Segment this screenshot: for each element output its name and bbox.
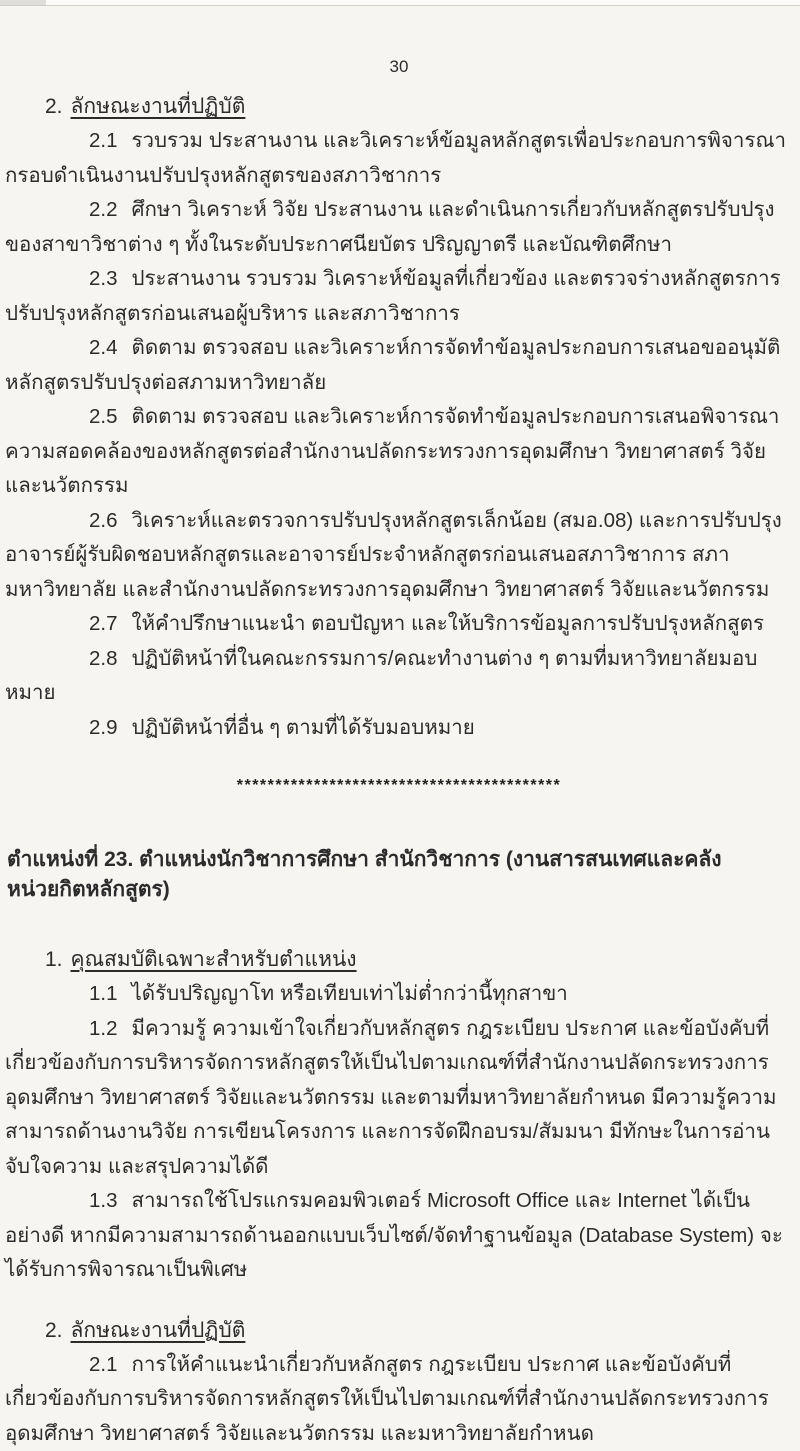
item-text: การให้คำแนะนำเกี่ยวกับหลักสูตร กฎระเบียบ ประกาศ และข้อบังคับที่เกี่ยวข้องกับการบริหารจัดการหลักสูตรให้เป็นไปตามเกณฑ์ที่สำนักงานปลัดกระทรวงการอุดมศึกษา วิทยาศาสตร์ วิจัยและนวัตกรรม และมหาวิทยาลัยกำหนด xyxy=(5,1353,769,1445)
item-text: มีความรู้ ความเข้าใจเกี่ยวกับหลักสูตร กฎระเบียบ ประกาศ และข้อบังคับที่เกี่ยวข้องกับการบริหารจัดการหลักสูตรให้เป็นไปตามเกณฑ์ที่สำนักงานปลัดกระทรวงการอุดมศึกษา วิทยาศาสตร์ วิจัยและนวัตกรรม และตามที่มหาวิทยาลัยกำหนด มีความรู้ความสามารถด้านงานวิจัย การเขียนโครงการ และการจัดฝึกอบรม/สัมมนา มีทักษะในการอ่านจับใจความ และสรุปความได้ดี xyxy=(5,1017,776,1178)
qualification-item xyxy=(5,977,793,1012)
qualification-item xyxy=(5,1012,793,1185)
item-number: 1.2 xyxy=(89,1017,118,1040)
asterisk-separator: ****************************************** xyxy=(5,775,793,797)
item-text: รวบรวม ประสานงาน และวิเคราะห์ข้อมูลหลักสูตรเพื่อประกอบการพิจารณากรอบดำเนินงานปรับปรุงหลักสูตรของสภาวิชาการ xyxy=(5,129,786,187)
duty-item xyxy=(5,607,793,642)
scan-corner-artifact xyxy=(0,0,46,6)
position-title: ตำแหน่งที่ 23. ตำแหน่งนักวิชาการศึกษา สำนักวิชาการ (งานสารสนเทศและคลังหน่วยกิตหลักสูตร) xyxy=(7,845,793,905)
duty-item xyxy=(5,504,793,608)
item-number: 2.5 xyxy=(89,405,118,428)
item-number: 2.6 xyxy=(89,509,118,532)
item-number: 1.3 xyxy=(89,1189,118,1212)
heading-number: 1. xyxy=(45,948,63,971)
duty-item xyxy=(5,642,793,711)
item-number: 2.3 xyxy=(89,267,118,290)
duties-section-heading xyxy=(5,90,793,124)
item-text: สามารถใช้โปรแกรมคอมพิวเตอร์ Microsoft Office และ Internet ได้เป็นอย่างดี หากมีความสามารถด้านออกแบบเว็บไซต์/จัดทำฐานข้อมูล (Database System) จะได้รับการพิจารณาเป็นพิเศษ xyxy=(5,1189,783,1281)
page-number: 30 xyxy=(5,56,793,78)
item-text: ติดตาม ตรวจสอบ และวิเคราะห์การจัดทำข้อมูลประกอบการเสนอพิจารณาความสอดคล้องของหลักสูตรต่อสำนักงานปลัดกระทรวงการอุดมศึกษา วิทยาศาสตร์ วิจัยและนวัตกรรม xyxy=(5,405,779,497)
item-number: 2.8 xyxy=(89,647,118,670)
heading-number: 2. xyxy=(45,1319,63,1342)
item-number: 2.4 xyxy=(89,336,118,359)
item-text: ให้คำปรึกษาแนะนำ ตอบปัญหา และให้บริการข้อมูลการปรับปรุงหลักสูตร xyxy=(132,612,765,635)
duty-item xyxy=(5,124,793,193)
item-number: 2.9 xyxy=(89,716,118,739)
item-number: 2.1 xyxy=(89,1353,118,1376)
duty-item xyxy=(5,1348,793,1451)
duty-item xyxy=(5,331,793,400)
heading-label: ลักษณะงานที่ปฏิบัติ xyxy=(71,1319,246,1342)
heading-label: ลักษณะงานที่ปฏิบัติ xyxy=(71,95,246,118)
heading-label: คุณสมบัติเฉพาะสำหรับตำแหน่ง xyxy=(71,948,357,971)
duty-item xyxy=(5,711,793,746)
item-number: 2.7 xyxy=(89,612,118,635)
duty-item xyxy=(5,262,793,331)
item-text: ศึกษา วิเคราะห์ วิจัย ประสานงาน และดำเนินการเกี่ยวกับหลักสูตรปรับปรุงของสาขาวิชาต่าง ๆ ทั้งในระดับประกาศนียบัตร ปริญญาตรี และบัณฑิตศึกษา xyxy=(5,198,775,256)
item-number: 2.2 xyxy=(89,198,118,221)
duty-item xyxy=(5,193,793,262)
qualifications-section-heading xyxy=(5,943,793,977)
item-text: ประสานงาน รวบรวม วิเคราะห์ข้อมูลที่เกี่ยวข้อง และตรวจร่างหลักสูตรการปรับปรุงหลักสูตรก่อนเสนอผู้บริหาร และสภาวิชาการ xyxy=(5,267,781,325)
scan-top-edge-artifact xyxy=(0,0,800,6)
qualification-item xyxy=(5,1184,793,1288)
item-text: วิเคราะห์และตรวจการปรับปรุงหลักสูตรเล็กน้อย (สมอ.08) และการปรับปรุงอาจารย์ผู้รับผิดชอบหลักสูตรและอาจารย์ประจำหลักสูตรก่อนเสนอสภาวิชาการ สภามหาวิทยาลัย และสำนักงานปลัดกระทรวงการอุดมศึกษา วิทยาศาสตร์ วิจัยและนวัตกรรม xyxy=(5,509,782,601)
duties2-section-heading xyxy=(5,1314,793,1348)
item-number: 2.1 xyxy=(89,129,118,152)
item-text: ปฏิบัติหน้าที่อื่น ๆ ตามที่ได้รับมอบหมาย xyxy=(132,716,475,739)
item-text: ปฏิบัติหน้าที่ในคณะกรรมการ/คณะทำงานต่าง ๆ ตามที่มหาวิทยาลัยมอบหมาย xyxy=(5,647,757,705)
document-content xyxy=(5,56,793,1451)
item-number: 1.1 xyxy=(89,982,118,1005)
heading-number: 2. xyxy=(45,95,63,118)
item-text: ติดตาม ตรวจสอบ และวิเคราะห์การจัดทำข้อมูลประกอบการเสนอขออนุมัติหลักสูตรปรับปรุงต่อสภามหาวิทยาลัย xyxy=(5,336,780,394)
duty-item xyxy=(5,400,793,504)
item-text: ได้รับปริญญาโท หรือเทียบเท่าไม่ต่ำกว่านี้ทุกสาขา xyxy=(132,982,568,1005)
